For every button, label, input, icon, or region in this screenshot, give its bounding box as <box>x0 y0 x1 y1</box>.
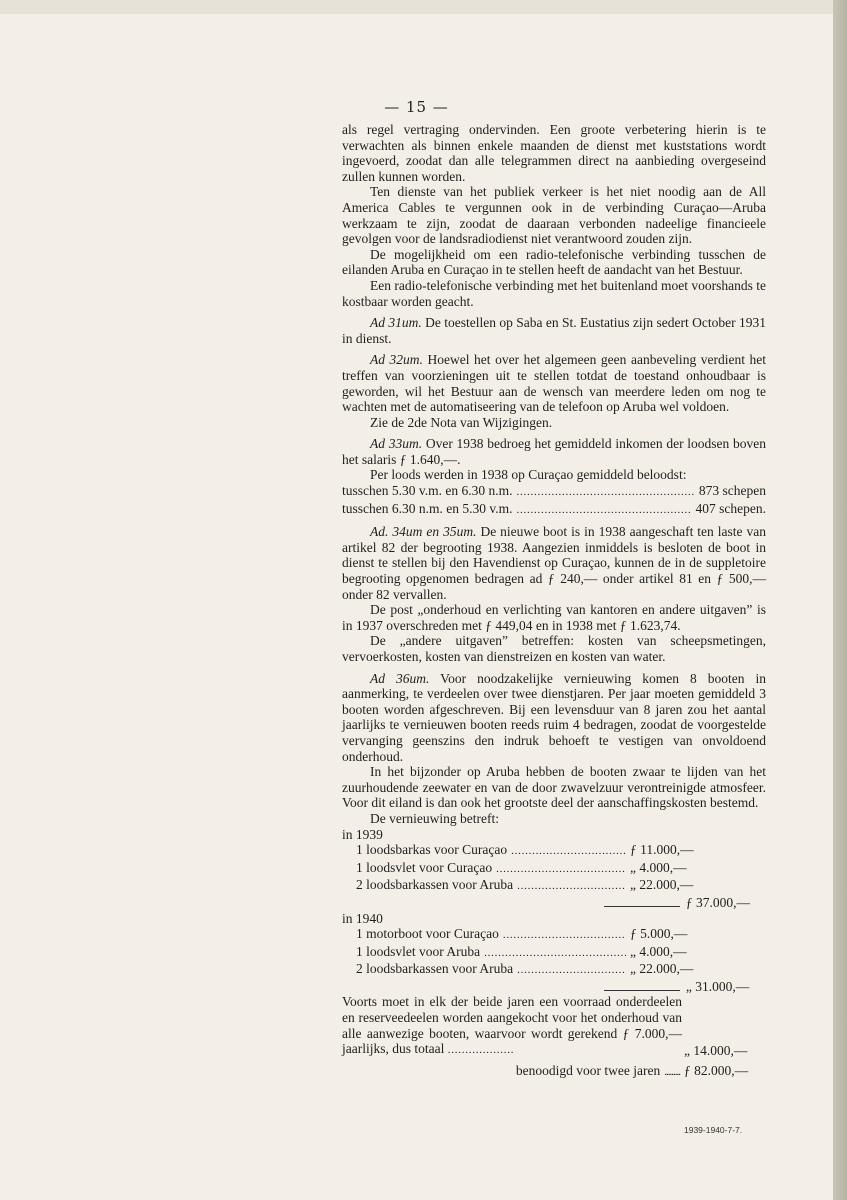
subtotal: ƒ 37.000,— <box>685 894 751 910</box>
article-ref: Ad. 34um en 35um. <box>370 524 477 540</box>
sum-rule <box>604 906 680 907</box>
paragraph <box>342 436 766 467</box>
paragraph: Een radio-telefonische verbinding met het buitenland moet voorshands te kostbaar worden geacht. <box>342 277 766 309</box>
body-text <box>342 122 766 1080</box>
paragraph <box>342 315 766 346</box>
boat-item: 1 loodsvlet voor Aruba . . . „ 4.000,— <box>342 944 702 962</box>
paragraph: Zie de 2de Nota van Wijzigingen. <box>370 414 553 430</box>
paragraph-text: Voor noodzakelijke vernieuwing komen 8 booten in aanmerking, te verdeelen over twee dienstjaren. Per jaar moeten gemiddeld 3 booten worden afgeschreven. Bij een levensduur van 8 jaren zou het aantal jaarlijks te vernieuwen booten reeds ruim 4 bedragen, zoodat de voorgestelde vervanging geenszins den indruk behoeft te vestigen van onvoldoend onderhoud. <box>342 670 766 764</box>
paragraph-text: De toestellen op Saba en St. Eustatius zijn sedert October 1931 in dienst. <box>342 315 767 346</box>
paragraph: De vernieuwing betreft: <box>370 810 499 826</box>
paragraph: De mogelijkheid om een radio-telefonische verbinding tusschen de eilanden Aruba en Curaçao in te stellen heeft de aandacht van het Bestuur. <box>342 246 766 278</box>
print-code: 1939-1940-7-7. <box>684 1125 743 1135</box>
boat-item: 1 loodsvlet voor Curaçao . . . „ 4.000,— <box>342 860 702 878</box>
article-ref: Ad 32um. <box>370 352 423 368</box>
pilot-row: tusschen 6.30 n.m. en 5.30 v.m. . . . 407 schepen. <box>342 501 766 519</box>
article-ref: Ad 33um. <box>370 436 423 452</box>
paragraph: De „andere uitgaven” betreffen: kosten van scheepsmetingen, vervoerkosten, kosten van dienstreizen en kosten van water. <box>342 633 766 664</box>
grand-total: ƒ 82.000,— <box>684 1062 749 1078</box>
subtotal-row <box>342 895 766 911</box>
pilot-row: tusschen 5.30 v.m. en 6.30 n.m. . . . 873 schepen <box>342 483 766 501</box>
subtotal: „ 31.000,— <box>685 978 750 994</box>
article-ref: Ad 31um. <box>370 315 422 331</box>
parts-paragraph: Voorts moet in elk der beide jaren een voorraad onderdeelen en reserveedeelen worden aangekocht voor het onderhoud van alle aanwezige booten, waarvoor wordt gerekend ƒ 7.000,— jaarlijks, dus totaal . . . . . . . . . . . . . . . . . . . <box>342 994 682 1057</box>
paragraph: De post „onderhoud en verlichting van kantoren en andere uitgaven” is in 1937 overschreden met ƒ 449,04 en in 1938 met ƒ 1.623,74. <box>342 602 766 633</box>
boat-item: 1 loodsbarkas voor Curaçao . . . ƒ 11.000,— <box>342 842 702 860</box>
page-number: — 15 — <box>384 98 449 116</box>
paragraph: In het bijzonder op Aruba hebben de booten zwaar te lijden van het zuurhoudende zeewater en van de door zwavelzuur verontreinigde atmosfeer. Voor dit eiland is dan ook het grootste deel der aanschaffingskosten bestemd. <box>342 764 766 811</box>
subtotal-row <box>342 979 766 995</box>
paragraph-text: Over 1938 bedroeg het gemiddeld inkomen der loodsen boven het salaris ƒ 1.640,—. <box>342 436 767 467</box>
year-label: in 1940 <box>342 910 383 926</box>
grand-total-row: benoodigd voor twee jaren ......... ƒ 82.000,— <box>342 1063 766 1081</box>
paragraph: als regel vertraging ondervinden. Een groote verbetering hierin is te verwachten als binnen enkele maanden de dienst met kuststations wordt ingevoerd, zoodat dan alle telegrammen direct na aanbieding overgeseind zullen kunnen worden. <box>342 122 766 184</box>
year-label: in 1939 <box>342 826 383 842</box>
paragraph-text: Hoewel het over het algemeen geen aanbeveling verdient het treffen van voorzieningen uit te stellen totdat de toestand onhoudbaar is geworden, wil het Bestuur aan de wensch van meerdere leden om nog te wachten met de automatiseering van de telefoon op Aruba wel voldoen. <box>342 352 767 415</box>
paragraph: Per loods werden in 1938 op Curaçao gemiddeld beloodst: <box>370 467 687 483</box>
paragraph <box>342 671 766 765</box>
boat-item: 2 loodsbarkassen voor Aruba . . . „ 22.000,— <box>342 877 702 895</box>
parts-total: „ 14.000,— <box>684 1043 748 1059</box>
paragraph <box>342 524 766 602</box>
paragraph: Ten dienste van het publiek verkeer is het niet noodig aan de All America Cables te vergunnen ook in de verbinding Curaçao—Aruba werkzaam te zijn, zoodat de daaraan verbonden nadeelige financieele gevolgen voor de landsradiodienst niet verantwoord zouden zijn. <box>342 184 766 247</box>
sum-rule <box>604 990 680 991</box>
article-ref: Ad 36um. <box>370 670 430 686</box>
boat-item: 2 loodsbarkassen voor Aruba . . . „ 22.000,— <box>342 961 702 979</box>
paragraph <box>342 352 766 414</box>
boat-item: 1 motorboot voor Curaçao . . . ƒ 5.000,— <box>342 926 702 944</box>
page-top-edge <box>0 0 833 14</box>
paragraph-text: De nieuwe boot is in 1938 aangeschaft ten laste van artikel 82 der begrooting 1938. Aangezien inmiddels is besloten de boot in dienst te stellen bij den Havendienst op Curaçao, kunnen de in de suppletoire begrooting opgenomen bedragen ad ƒ 240,— onder artikel 81 en ƒ 500,— onder 82 vervallen. <box>342 524 766 602</box>
page-right-edge <box>833 0 847 1200</box>
grand-total-label: benoodigd voor twee jaren <box>515 1062 661 1078</box>
